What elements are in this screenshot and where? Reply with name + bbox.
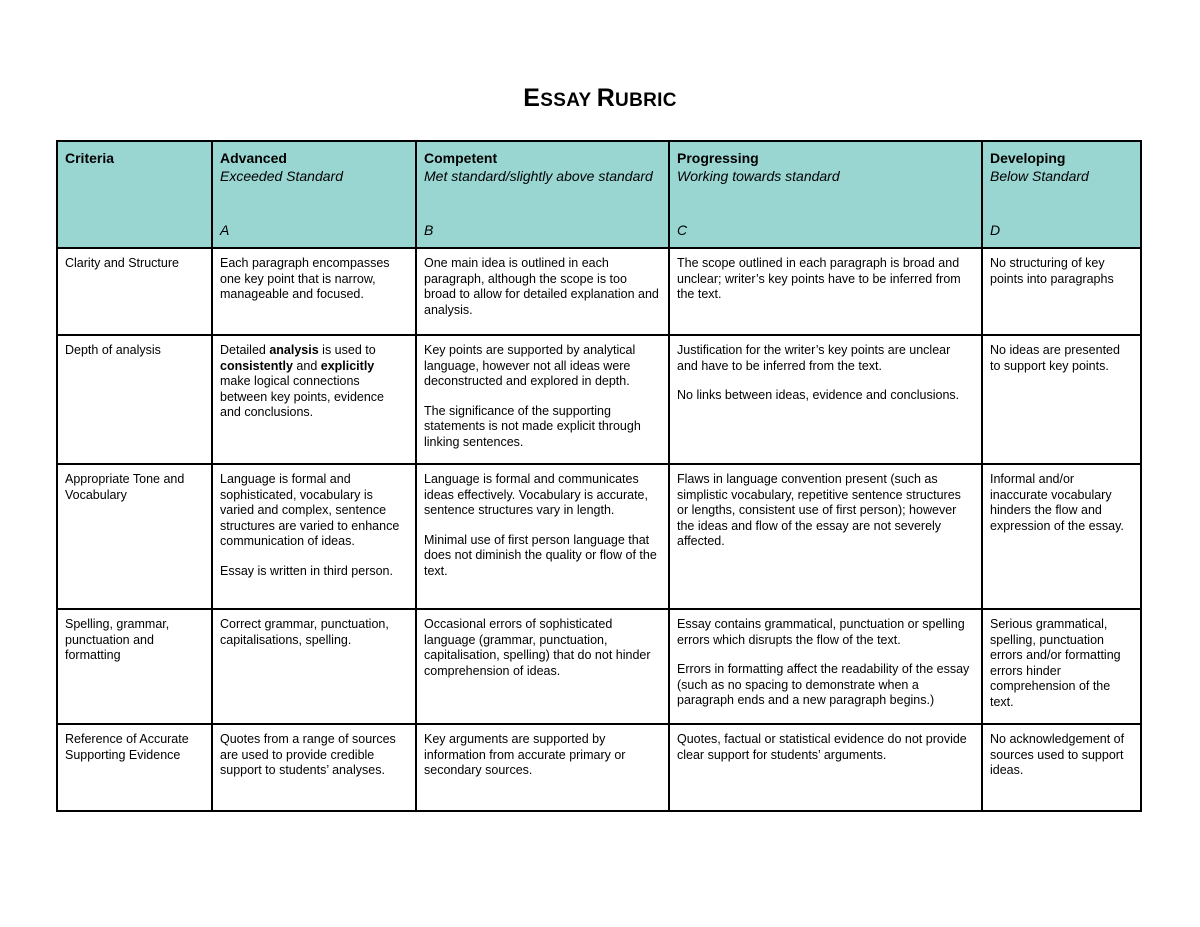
- header-row: [57, 141, 1141, 248]
- progressing-cell: Justification for the writer’s key points are unclear and have to be inferred from the text. No links between ideas, evidence and conclusions.: [669, 335, 982, 464]
- criterion-cell: Reference of Accurate Supporting Evidence: [57, 724, 212, 811]
- header-advanced: Advanced Exceeded Standard A: [212, 141, 416, 248]
- grade-label: D: [990, 221, 1001, 238]
- rubric-table: [56, 140, 1142, 812]
- advanced-cell: Quotes from a range of sources are used to provide credible support to students’ analyses.: [212, 724, 416, 811]
- progressing-cell: The scope outlined in each paragraph is broad and unclear; writer’s key points have to be inferred from the text.: [669, 248, 982, 335]
- criterion-cell: Spelling, grammar, punctuation and formatting: [57, 609, 212, 724]
- table-row: [57, 464, 1141, 609]
- header-competent: Competent Met standard/slightly above standard B: [416, 141, 669, 248]
- table-row: [57, 248, 1141, 335]
- header-criteria: Criteria: [57, 141, 212, 248]
- developing-cell: No acknowledgement of sources used to support ideas.: [982, 724, 1141, 811]
- page-title: ESSAY RUBRIC: [523, 84, 677, 112]
- criterion-cell: Depth of analysis: [57, 335, 212, 464]
- table-row: [57, 724, 1141, 811]
- advanced-cell: Detailed analysis is used to consistently and explicitly make logical connections between key points, evidence and conclusions.: [212, 335, 416, 464]
- developing-cell: Informal and/or inaccurate vocabulary hinders the flow and expression of the essay.: [982, 464, 1141, 609]
- criterion-cell: Clarity and Structure: [57, 248, 212, 335]
- grade-label: A: [220, 221, 230, 238]
- advanced-cell: Each paragraph encompasses one key point that is narrow, manageable and focused.: [212, 248, 416, 335]
- progressing-cell: Quotes, factual or statistical evidence do not provide clear support for students’ arguments.: [669, 724, 982, 811]
- competent-cell: One main idea is outlined in each paragraph, although the scope is too broad to allow for detailed explanation and analysis.: [416, 248, 669, 335]
- developing-cell: Serious grammatical, spelling, punctuation errors and/or formatting errors hinder comprehension of the text.: [982, 609, 1141, 724]
- competent-cell: Key points are supported by analytical language, however not all ideas were deconstructed and explored in depth. The significance of the supporting statements is not made explicit through linking sentences.: [416, 335, 669, 464]
- competent-cell: Language is formal and communicates ideas effectively. Vocabulary is accurate, sentence structures vary in length. Minimal use of first person language that does not diminish the quality or flow of the text.: [416, 464, 669, 609]
- header-progressing: Progressing Working towards standard C: [669, 141, 982, 248]
- competent-cell: Occasional errors of sophisticated language (grammar, punctuation, capitalisation, spelling) that do not hinder comprehension of ideas.: [416, 609, 669, 724]
- advanced-cell: Language is formal and sophisticated, vocabulary is varied and complex, sentence structures are varied to enhance communication of ideas. Essay is written in third person.: [212, 464, 416, 609]
- progressing-cell: Essay contains grammatical, punctuation or spelling errors which disrupts the flow of the text. Errors in formatting affect the readability of the essay (such as no spacing to demonstrate when a paragraph ends and a new paragraph begins.): [669, 609, 982, 724]
- table-row: [57, 609, 1141, 724]
- criterion-cell: Appropriate Tone and Vocabulary: [57, 464, 212, 609]
- progressing-cell: Flaws in language convention present (such as simplistic vocabulary, repetitive sentence structures or lengths, consistent use of first person); however the ideas and flow of the essay are not severely affected.: [669, 464, 982, 609]
- developing-cell: No structuring of key points into paragraphs: [982, 248, 1141, 335]
- advanced-cell: Correct grammar, punctuation, capitalisations, spelling.: [212, 609, 416, 724]
- grade-label: B: [424, 221, 434, 238]
- developing-cell: No ideas are presented to support key points.: [982, 335, 1141, 464]
- header-developing: Developing Below Standard D: [982, 141, 1141, 248]
- table-row: [57, 335, 1141, 464]
- grade-label: C: [677, 221, 688, 238]
- competent-cell: Key arguments are supported by information from accurate primary or secondary sources.: [416, 724, 669, 811]
